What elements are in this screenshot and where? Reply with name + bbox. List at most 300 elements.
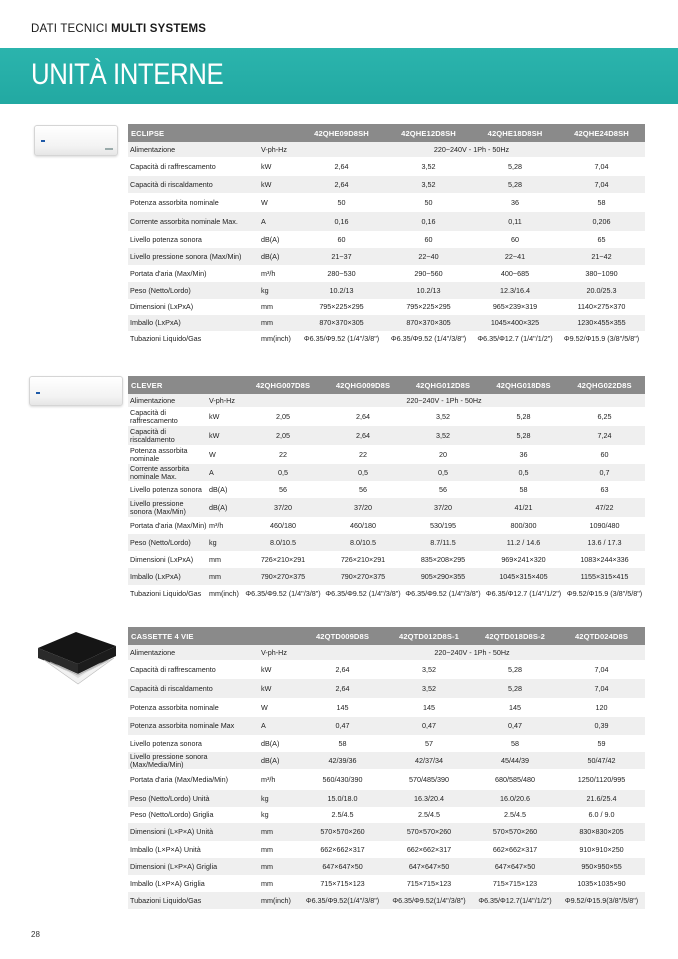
brand-logo-icon [36, 392, 40, 394]
cell-value: Φ9.52/Φ15.9 (3/8"/5/8") [566, 588, 643, 598]
table-row [128, 265, 645, 282]
cell-value: 3,52 [436, 411, 450, 421]
cell-value: 647×647×50 [408, 861, 450, 871]
table-row [128, 807, 645, 823]
section-header-bold: MULTI SYSTEMS [111, 23, 207, 35]
power-supply-value: 220~240V - 1Ph - 50Hz [434, 647, 510, 657]
cell-value: 460/180 [350, 520, 376, 530]
cell-value: Φ6.35/Φ12.7 (1/4"/1/2") [477, 334, 553, 344]
table-row [128, 752, 645, 769]
cell-value: 5,28 [516, 430, 531, 440]
cell-value: 21~42 [591, 251, 612, 261]
cell-value: 20 [439, 449, 447, 459]
cell-value: 1230×455×355 [577, 318, 626, 328]
row-label: Peso (Netto/Lordo) Griglia [130, 810, 214, 820]
cell-value: 2,64 [334, 179, 349, 189]
row-label: Portata d'aria (Max/Min) [130, 520, 207, 530]
row-label: Capacità di riscaldamento [130, 683, 213, 693]
cell-value: 570/485/390 [409, 774, 449, 784]
table-row [128, 534, 645, 551]
row-label: Tubazioni Liquido/Gas [130, 588, 202, 598]
cell-value: 37/20 [434, 502, 452, 512]
cell-value: 21.6/25.4 [586, 793, 617, 803]
table-row [128, 568, 645, 585]
row-unit: kg [261, 810, 269, 820]
row-label: Alimentazione [130, 144, 176, 154]
row-label: Dimensioni (L×P×A) Griglia [130, 861, 218, 871]
cell-value: 680/585/480 [495, 774, 535, 784]
table-row [128, 193, 645, 212]
row-unit: dB(A) [261, 234, 280, 244]
cell-value: 7,04 [594, 179, 609, 189]
cell-value: Φ6.35/Φ12.7 (1/4"/1/2") [485, 588, 562, 598]
cell-value: 5,28 [508, 179, 522, 189]
cell-value: Φ6.35/Φ9.52(1/4"/3/8") [392, 895, 466, 905]
row-unit: mm(inch) [209, 588, 239, 598]
cell-value: 42/37/34 [415, 755, 443, 765]
model-code: 42QHG012D8S [415, 380, 471, 390]
cell-value: 795×225×295 [319, 302, 364, 312]
section-header-prefix: DATI TECNICI [31, 23, 108, 35]
cell-value: 60 [337, 234, 346, 244]
row-unit: kW [261, 664, 272, 674]
cell-value: 870×370×305 [406, 318, 451, 328]
cell-value: 56 [439, 484, 447, 494]
cell-value: 0,5 [358, 467, 368, 477]
row-label: Dimensioni (LxPxA) [130, 302, 194, 312]
model-code: 42QHE18D8SH [487, 128, 543, 138]
cell-value: 22~40 [418, 251, 439, 261]
cell-value: 0,5 [438, 467, 448, 477]
cell-value: 662×662×317 [492, 844, 538, 854]
cell-value: 58 [338, 738, 347, 748]
cell-value: 20.0/25.3 [586, 285, 617, 295]
display-led-icon [105, 148, 113, 150]
cell-value: 2,64 [335, 664, 350, 674]
cassette-unit-image [30, 626, 122, 686]
row-unit: V-ph-Hz [261, 647, 287, 657]
row-unit: kW [209, 411, 220, 421]
row-unit: mm [261, 844, 273, 854]
clever-unit-image [29, 376, 123, 406]
row-label: Corrente assorbita nominale Max. [130, 464, 190, 481]
table-row [128, 157, 645, 176]
cell-value: 50 [337, 197, 346, 207]
row-unit: mm [261, 318, 273, 328]
row-unit: dB(A) [261, 251, 280, 261]
cell-value: 11.2 / 14.6 [506, 537, 541, 547]
cell-value: 7,24 [597, 430, 612, 440]
cell-value: 3,52 [422, 664, 436, 674]
cell-value: 0,47 [422, 721, 436, 731]
row-label: Alimentazione [130, 395, 176, 405]
cell-value: 3,52 [421, 161, 436, 171]
cell-value: 280~530 [327, 268, 356, 278]
cell-value: 790×270×375 [340, 571, 386, 581]
row-unit: W [261, 197, 268, 207]
cell-value: Φ6.35/Φ9.52 (1/4"/3/8") [325, 588, 401, 598]
model-code: 42QTD018D8S-2 [485, 631, 545, 641]
model-code: 42QHG018D8S [496, 380, 551, 390]
cell-value: 662×662×317 [320, 844, 365, 854]
row-unit: V-ph-Hz [261, 144, 287, 154]
cell-value: 715×715×123 [320, 878, 365, 888]
row-unit: A [261, 216, 266, 226]
cell-value: 45/44/39 [501, 755, 529, 765]
cell-value: 10.2/13 [329, 285, 354, 295]
row-unit: dB(A) [261, 738, 280, 748]
cell-value: 50/47/42 [587, 755, 616, 765]
table-header-row [128, 376, 645, 394]
row-unit: mm [209, 554, 221, 564]
cell-value: 37/20 [274, 502, 292, 512]
unit-header [207, 376, 243, 394]
cell-value: 290~560 [414, 268, 443, 278]
cell-value: 13.6 / 17.3 [587, 537, 622, 547]
cell-value: 22 [279, 449, 287, 459]
eclipse-spec-table [128, 124, 645, 347]
cell-value: 2,05 [276, 411, 290, 421]
cell-value: 3,52 [421, 179, 436, 189]
cell-value: Φ6.35/Φ12.7(1/4"/1/2") [478, 895, 552, 905]
row-unit: m³/h [261, 268, 276, 278]
row-unit: W [209, 449, 216, 459]
cell-value: 835×208×295 [420, 554, 466, 564]
table-row [128, 717, 645, 735]
model-code: 42QHG007D8S [255, 380, 311, 390]
cell-value: 60 [424, 234, 433, 244]
table-row [128, 142, 645, 157]
table-row [128, 517, 645, 534]
cell-value: 6.0 / 9.0 [588, 810, 615, 820]
cell-value: 47/22 [595, 502, 614, 512]
cell-value: 60 [600, 449, 609, 459]
row-unit: kW [261, 161, 272, 171]
cell-value: 41/21 [514, 502, 533, 512]
cell-value: 0,47 [335, 721, 350, 731]
cell-value: 1045×315×405 [499, 571, 548, 581]
row-unit: mm(inch) [261, 334, 291, 344]
row-label: Livello pressione sonora (Max/Min) [130, 251, 242, 261]
cell-value: 8.7/11.5 [430, 537, 456, 547]
table-row [128, 585, 645, 602]
row-unit: kg [261, 793, 269, 803]
power-supply-value: 220~240V - 1Ph - 50Hz [433, 144, 510, 154]
cell-value: 0,7 [599, 467, 610, 477]
cell-value: 1155×315×415 [580, 571, 629, 581]
row-unit: kg [261, 285, 269, 295]
row-label: Peso (Netto/Lordo) [130, 285, 191, 295]
cell-value: 2,64 [335, 683, 350, 693]
cell-value: 400~685 [500, 268, 530, 278]
row-label: Livello potenza sonora [130, 484, 202, 494]
cell-value: 969×241×320 [501, 554, 546, 564]
table-row [128, 212, 645, 231]
cell-value: 60 [511, 234, 519, 244]
cell-value: 8.0/10.5 [270, 537, 296, 547]
cell-value: 59 [597, 738, 606, 748]
cell-value: 36 [511, 197, 519, 207]
row-label: Potenza assorbita nominale [130, 702, 219, 712]
model-code: 42QHG009D8S [335, 380, 391, 390]
cell-value: 12.3/16.4 [500, 285, 530, 295]
cell-value: 570×570×260 [492, 827, 538, 837]
row-label: Portata d'aria (Max/Min) [130, 268, 207, 278]
table-row [128, 698, 645, 717]
row-label: Livello potenza sonora [130, 738, 202, 748]
clever-spec-table [128, 376, 645, 602]
row-unit: A [209, 467, 214, 477]
cell-value: 715×715×123 [492, 878, 538, 888]
cell-value: 662×662×317 [406, 844, 452, 854]
cell-value: 65 [597, 234, 606, 244]
cell-value: Φ6.35/Φ9.52(1/4"/3/8") [305, 895, 380, 905]
cell-value: 950×950×55 [581, 861, 622, 871]
eclipse-unit-image [34, 125, 118, 156]
cell-value: Φ6.35/Φ9.52 (1/4"/3/8") [245, 588, 321, 598]
cell-value: 50 [424, 197, 433, 207]
row-unit: mm [261, 827, 273, 837]
page-number: 28 [31, 930, 40, 939]
cell-value: 726×210×291 [260, 554, 306, 564]
cell-value: 2,64 [356, 430, 370, 440]
cell-value: 910×910×250 [579, 844, 624, 854]
row-unit: m³/h [209, 520, 224, 530]
row-unit: mm [261, 878, 273, 888]
row-label: Alimentazione [130, 647, 176, 657]
cell-value: 21~37 [331, 251, 352, 261]
series-name: CLEVER [131, 380, 163, 390]
row-label: Livello pressione sonora (Max/Min) [130, 498, 186, 516]
cell-value: 647×647×50 [494, 861, 536, 871]
table-row [128, 790, 645, 807]
row-label: Tubazioni Liquido/Gas [130, 895, 202, 905]
cell-value: 726×210×291 [340, 554, 386, 564]
cell-value: 0,47 [508, 721, 522, 731]
row-unit: mm(inch) [261, 895, 291, 905]
row-label: Imballo (L×P×A) Griglia [130, 878, 205, 888]
row-label: Imballo (LxPxA) [130, 318, 181, 328]
row-label: Imballo (LxPxA) [130, 571, 181, 581]
cell-value: 10.2/13 [416, 285, 441, 295]
cell-value: 530/195 [430, 520, 456, 530]
table-row [128, 823, 645, 841]
cell-value: 16.3/20.4 [414, 793, 444, 803]
cell-value: 460/180 [270, 520, 296, 530]
cell-value: 870×370×305 [319, 318, 364, 328]
row-label: Potenza assorbita nominale [130, 445, 188, 463]
table-row [128, 299, 645, 315]
table-row [128, 445, 645, 464]
cell-value: 800/300 [510, 520, 537, 530]
cell-value: 7,04 [594, 664, 609, 674]
cell-value: 63 [600, 484, 609, 494]
table-row [128, 841, 645, 858]
row-unit: V-ph-Hz [209, 395, 235, 405]
cell-value: 56 [359, 484, 367, 494]
cell-value: 570×570×260 [406, 827, 452, 837]
table-row [128, 464, 645, 481]
cell-value: 56 [279, 484, 287, 494]
cell-value: 0,11 [508, 216, 522, 226]
cell-value: 1035×1035×90 [577, 878, 626, 888]
table-row [128, 858, 645, 875]
brand-logo-icon [41, 140, 45, 142]
row-label: Peso (Netto/Lordo) Unità [130, 793, 210, 803]
unit-header [259, 124, 298, 142]
cell-value: Φ6.35/Φ9.52 (1/4"/3/8") [390, 334, 467, 344]
cell-value: 5,28 [516, 411, 531, 421]
cell-value: 380~1090 [585, 268, 618, 278]
cell-value: 36 [519, 449, 528, 459]
model-code: 42QTD024D8S [574, 631, 629, 641]
row-label: Imballo (L×P×A) Unità [130, 844, 201, 854]
page-title: UNITÀ INTERNE [31, 58, 224, 91]
series-name: CASSETTE 4 VIE [131, 631, 194, 641]
cell-value: 58 [597, 197, 606, 207]
cell-value: 1090/480 [589, 520, 620, 530]
cell-value: 0,206 [592, 216, 611, 226]
cell-value: 22 [359, 449, 367, 459]
cell-value: 1083×244×336 [580, 554, 629, 564]
cell-value: 37/20 [354, 502, 372, 512]
cell-value: 16.0/20.6 [500, 793, 530, 803]
unit-header [259, 627, 299, 645]
cell-value: 0,5 [518, 467, 529, 477]
cell-value: 5,28 [508, 683, 522, 693]
table-row [128, 481, 645, 498]
model-code: 42QHE09D8SH [314, 128, 369, 138]
cell-value: 647×647×50 [322, 861, 363, 871]
cell-value: 1250/1120/995 [577, 774, 626, 784]
cell-value: 560/430/390 [322, 774, 363, 784]
row-label: Portata d'aria (Max/Media/Min) [130, 774, 229, 784]
cell-value: Φ6.35/Φ9.52 (1/4"/3/8") [405, 588, 481, 598]
table-row [128, 769, 645, 790]
cell-value: 8.0/10.5 [350, 537, 376, 547]
cell-value: 58 [511, 738, 519, 748]
row-unit: kW [261, 179, 272, 189]
table-row [128, 331, 645, 347]
cell-value: Φ9.52/Φ15.9(3/8"/5/8") [564, 895, 639, 905]
cell-value: 795×225×295 [406, 302, 451, 312]
model-code: 42QHG022D8S [577, 380, 632, 390]
row-label: Livello potenza sonora [130, 234, 202, 244]
table-row [128, 679, 645, 698]
row-label: Tubazioni Liquido/Gas [130, 334, 202, 344]
row-label: Capacità di riscaldamento [130, 426, 175, 444]
cell-value: 0,16 [334, 216, 349, 226]
cell-value: 2,64 [334, 161, 349, 171]
row-unit: mm [261, 302, 273, 312]
row-label: Potenza assorbita nominale [130, 197, 219, 207]
row-label: Dimensioni (L×P×A) Unità [130, 827, 214, 837]
power-supply-value: 220~240V - 1Ph - 50Hz [406, 395, 482, 405]
row-unit: dB(A) [261, 755, 280, 765]
cell-value: Φ6.35/Φ9.52 (1/4"/3/8") [303, 334, 380, 344]
row-unit: dB(A) [209, 502, 228, 512]
table-row [128, 248, 645, 265]
row-unit: mm [209, 571, 221, 581]
cell-value: 42/39/36 [328, 755, 357, 765]
cell-value: 0,16 [421, 216, 436, 226]
cell-value: 145 [423, 702, 435, 712]
row-unit: A [261, 721, 266, 731]
row-label: Capacità di raffrescamento [130, 664, 216, 674]
cell-value: 1045×400×325 [490, 318, 540, 328]
table-row [128, 394, 645, 407]
cell-value: 570×570×260 [320, 827, 365, 837]
cell-value: 715×715×123 [406, 878, 452, 888]
cell-value: 965×239×319 [492, 302, 538, 312]
table-row [128, 231, 645, 248]
cell-value: 5,28 [508, 664, 522, 674]
row-unit: W [261, 702, 268, 712]
row-unit: dB(A) [209, 484, 228, 494]
series-name: ECLIPSE [131, 128, 165, 138]
row-label: Potenza assorbita nominale Max [130, 721, 235, 731]
table-row [128, 875, 645, 892]
model-code: 42QTD012D8S-1 [399, 631, 459, 641]
cell-value: 6,25 [597, 411, 612, 421]
model-code: 42QHE12D8SH [401, 128, 456, 138]
cell-value: 2,64 [356, 411, 370, 421]
page-banner [0, 48, 678, 104]
row-label: Corrente assorbita nominale Max. [130, 216, 238, 226]
cell-value: 7,04 [594, 161, 609, 171]
row-label: Capacità di raffrescamento [130, 407, 178, 425]
cell-value: 2.5/4.5 [418, 810, 440, 820]
cell-value: 2.5/4.5 [504, 810, 526, 820]
cell-value: 1140×275×370 [577, 302, 626, 312]
table-header-row [128, 124, 645, 142]
cell-value: 22~41 [504, 251, 526, 261]
table-row [128, 645, 645, 660]
cell-value: 57 [425, 738, 433, 748]
row-unit: m³/h [261, 774, 276, 784]
model-code: 42QTD009D8S [315, 631, 370, 641]
table-row [128, 315, 645, 331]
row-unit: kg [209, 537, 217, 547]
cell-value: 0,39 [594, 721, 609, 731]
section-header [31, 23, 206, 35]
cell-value: 5,28 [508, 161, 522, 171]
cell-value: 15.0/18.0 [327, 793, 358, 803]
cell-value: 3,52 [422, 683, 436, 693]
table-row [128, 176, 645, 193]
cell-value: 145 [336, 702, 349, 712]
row-label: Capacità di riscaldamento [130, 179, 213, 189]
table-row [128, 735, 645, 752]
cell-value: 145 [509, 702, 521, 712]
row-label: Capacità di raffrescamento [130, 161, 216, 171]
cell-value: 905×290×355 [420, 571, 466, 581]
model-code: 42QHE24D8SH [574, 128, 629, 138]
table-row [128, 426, 645, 445]
cell-value: 3,52 [436, 430, 450, 440]
cell-value: 120 [595, 702, 608, 712]
row-unit: kW [209, 430, 220, 440]
cell-value: 2,05 [276, 430, 290, 440]
cell-value: 2.5/4.5 [331, 810, 354, 820]
row-label: Livello pressione sonora (Max/Media/Min) [130, 752, 208, 769]
row-unit: kW [261, 683, 272, 693]
cell-value: 790×270×375 [260, 571, 306, 581]
table-row [128, 407, 645, 426]
table-row [128, 498, 645, 517]
cell-value: Φ9.52/Φ15.9 (3/8"/5/8") [563, 334, 640, 344]
cassette-spec-table [128, 627, 645, 909]
